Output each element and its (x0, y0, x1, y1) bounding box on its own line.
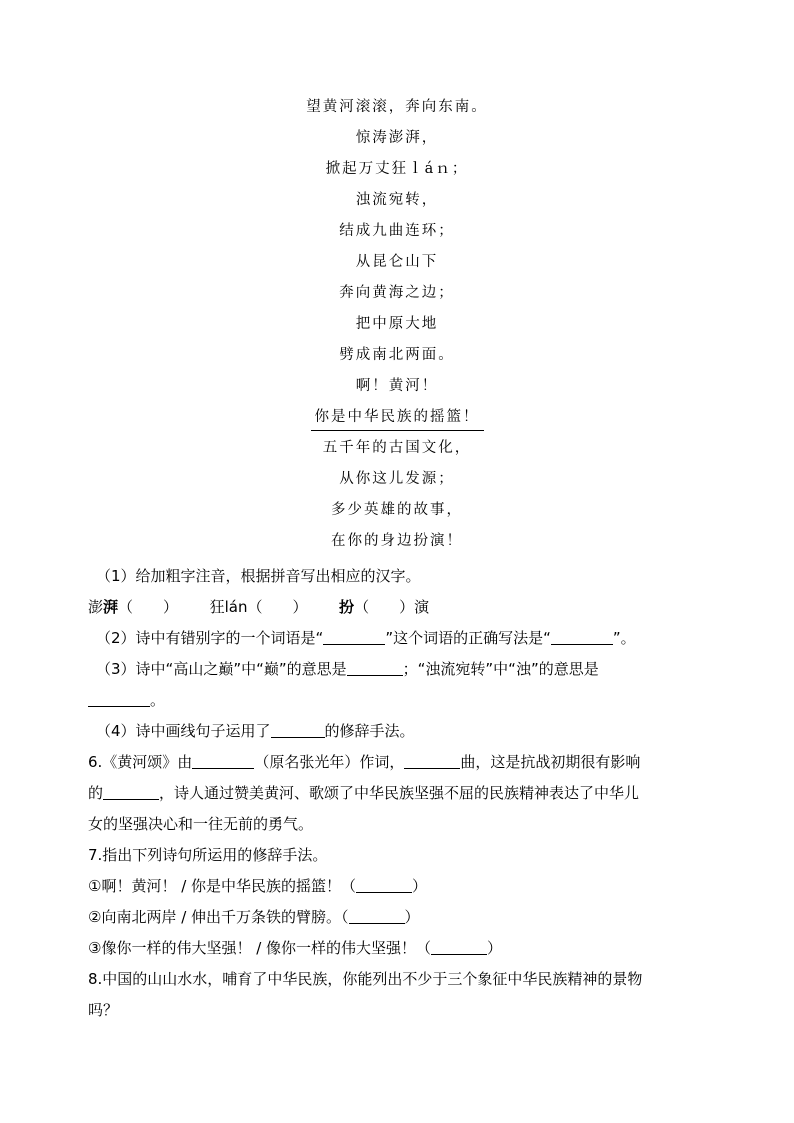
answer-blank[interactable] (192, 752, 254, 769)
question-3: （3）诗中“高山之巅”中“巅”的意思是 ；“浊流宛转”中“浊”的意思是 (96, 660, 599, 678)
poem-line: 惊涛澎湃， (355, 130, 439, 146)
question-7-item-3: ③像你一样的伟大坚强！ / 像你一样的伟大坚强！（ ） (88, 939, 503, 957)
question-6-line2: 的 ，诗人通过赞美黄河、歌颂了中华民族坚强不屈的民族精神表达了中华儿 (88, 784, 640, 802)
poem-line: 浊流宛转， (355, 192, 439, 208)
question-7-item-1: ①啊！黄河！ / 你是中华民族的摇篮！（ ） (88, 877, 428, 895)
answer-blank[interactable] (404, 752, 460, 769)
question-7: 7.指出下列诗句所运用的修辞手法。 (88, 846, 328, 864)
poem-line: 从昆仑山下 (355, 254, 439, 270)
poem-line: 啊！黄河！ (355, 378, 439, 394)
poem-line: 五千年的古国文化， (322, 440, 472, 456)
answer-blank[interactable] (431, 938, 487, 955)
poem-line: 奔向黄海之边； (339, 285, 455, 301)
question-1: （1）给加粗字注音，根据拼音写出相应的汉字。 (96, 567, 421, 585)
poem-line: 从你这儿发源； (339, 471, 455, 487)
question-4: （4）诗中画线句子运用了 的修辞手法。 (96, 722, 415, 740)
question-6: 6.《黄河颂》由 （原名张光年）作词， 曲，这是抗战初期很有影响 (88, 753, 641, 771)
question-7-item-2: ②向南北两岸 / 伸出千万条铁的臂膀。（ ） (88, 908, 420, 926)
answer-blank[interactable] (347, 659, 403, 676)
poem-line: 多少英雄的故事， (331, 502, 463, 518)
poem-line: 劈成南北两面。 (339, 347, 455, 363)
question-1-items: 澎湃（ ） 狂lán（ ） 扮（ ）演 (88, 598, 430, 616)
poem-line: 掀起万丈狂ｌáｎ； (325, 161, 469, 177)
question-2: （2）诗中有错别字的一个词语是“ ”这个词语的正确写法是“ ”。 (96, 629, 636, 647)
poem (0, 95, 794, 560)
answer-blank[interactable] (103, 783, 159, 800)
answer-blank[interactable] (551, 628, 613, 645)
poem-line: 把中原大地 (355, 316, 439, 332)
answer-blank[interactable] (271, 721, 325, 738)
answer-blank[interactable] (356, 876, 412, 893)
poem-line: 在你的身边扮演！ (331, 533, 463, 549)
question-8-line2: 吗？ (88, 1001, 119, 1019)
question-3-cont: 。 (88, 688, 165, 712)
poem-line: 结成九曲连环； (339, 223, 455, 239)
poem-line: 望黄河滚滚，奔向东南。 (306, 99, 488, 115)
answer-blank[interactable] (323, 628, 385, 645)
question-8: 8.中国的山山水水，哺育了中华民族，你能列出不少于三个象征中华民族精神的景物 (88, 970, 643, 988)
answer-blank[interactable] (88, 690, 150, 707)
answer-blank[interactable] (349, 907, 405, 924)
poem-line-underlined: 你是中华民族的摇篮！ (0, 405, 794, 436)
question-6-line3: 女的坚强决心和一往无前的勇气。 (88, 815, 314, 833)
